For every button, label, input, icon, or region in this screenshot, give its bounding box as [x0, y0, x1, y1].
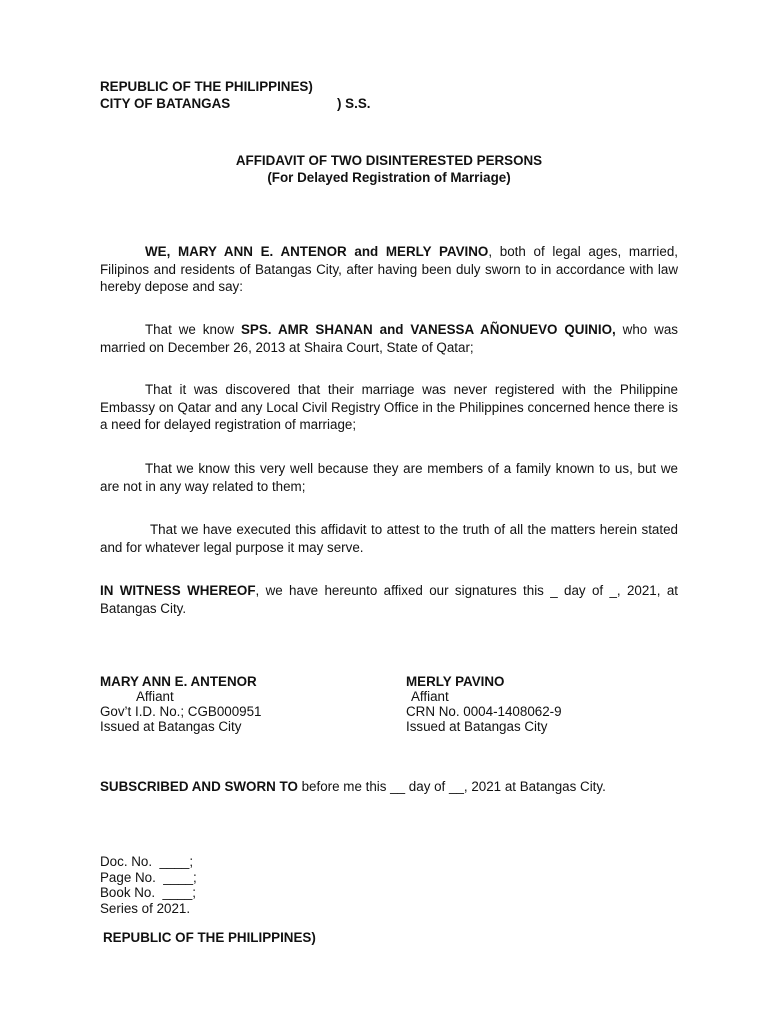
paragraph-relationship: That we know this very well because they are members of a family known to us, but we are not in any way related to them;: [100, 461, 678, 494]
paragraph-spouses: [100, 321, 678, 356]
witness-text: , we have hereunto affixed our signatures this _ day of _, 2021, at Batangas City.: [100, 583, 678, 616]
venue-city: CITY OF BATANGAS: [100, 96, 231, 111]
signatory-right: [406, 674, 562, 734]
affiants-names: WE, MARY ANN E. ANTENOR and MERLY PAVINO: [145, 244, 489, 259]
book-number: Book No. ____;: [100, 885, 197, 900]
paragraph-affiants: [100, 243, 678, 296]
jurat: [100, 778, 606, 796]
notary-entries: [100, 854, 197, 916]
next-page-venue: REPUBLIC OF THE PHILIPPINES): [103, 930, 316, 945]
title-main: AFFIDAVIT OF TWO DISINTERESTED PERSONS: [235, 153, 543, 168]
paragraph-witness: [100, 582, 678, 617]
spouses-lead: That we know: [145, 322, 241, 337]
page-number: Page No. ____;: [100, 869, 197, 885]
doc-number: Doc. No. ____;: [100, 854, 194, 869]
series-year: Series of 2021.: [100, 900, 191, 916]
spouses-names: SPS. AMR SHANAN and VANESSA AÑONUEVO QUINIO,: [241, 322, 616, 337]
signatory-id: CRN No. 0004-1408062-9: [406, 704, 562, 719]
paragraph-purpose: That we have executed this affidavit to attest to the truth of all the matters herein stated and for whatever legal purpose it may serve.: [100, 522, 678, 555]
signatory-name: MERLY PAVINO: [406, 674, 505, 689]
venue-block: [100, 78, 371, 112]
signatory-issued: Issued at Batangas City: [100, 719, 242, 734]
signatory-name: MARY ANN E. ANTENOR: [100, 674, 257, 689]
jurat-text: before me this __ day of __, 2021 at Batangas City.: [297, 779, 606, 794]
jurat-heading: SUBSCRIBED AND SWORN TO: [100, 779, 298, 794]
signatory-left: [100, 674, 262, 734]
signatory-role: Affiant: [411, 689, 449, 704]
witness-heading: IN WITNESS WHEREOF: [100, 583, 256, 598]
spouses-text: who was married on December 26, 2013 at Shaira Court, State of Qatar;: [100, 322, 678, 355]
signatory-id: Gov’t I.D. No.; CGB000951: [100, 704, 262, 719]
signatory-role: Affiant: [136, 689, 174, 704]
document-title: [100, 152, 678, 186]
signatory-issued: Issued at Batangas City: [406, 719, 548, 734]
affiants-text: , both of legal ages, married, Filipinos and residents of Batangas City, after having been duly sworn to in accordance with law hereby depose and say:: [100, 244, 678, 294]
title-subtitle: (For Delayed Registration of Marriage): [267, 170, 511, 185]
paragraph-unregistered: That it was discovered that their marriage was never registered with the Philippine Embassy on Qatar and any Local Civil Registry Office in the Philippines concerned hence there is a need for delayed registration of marriage;: [100, 382, 678, 432]
venue-ss: ) S.S.: [337, 96, 371, 111]
venue-republic: REPUBLIC OF THE PHILIPPINES): [100, 79, 313, 94]
